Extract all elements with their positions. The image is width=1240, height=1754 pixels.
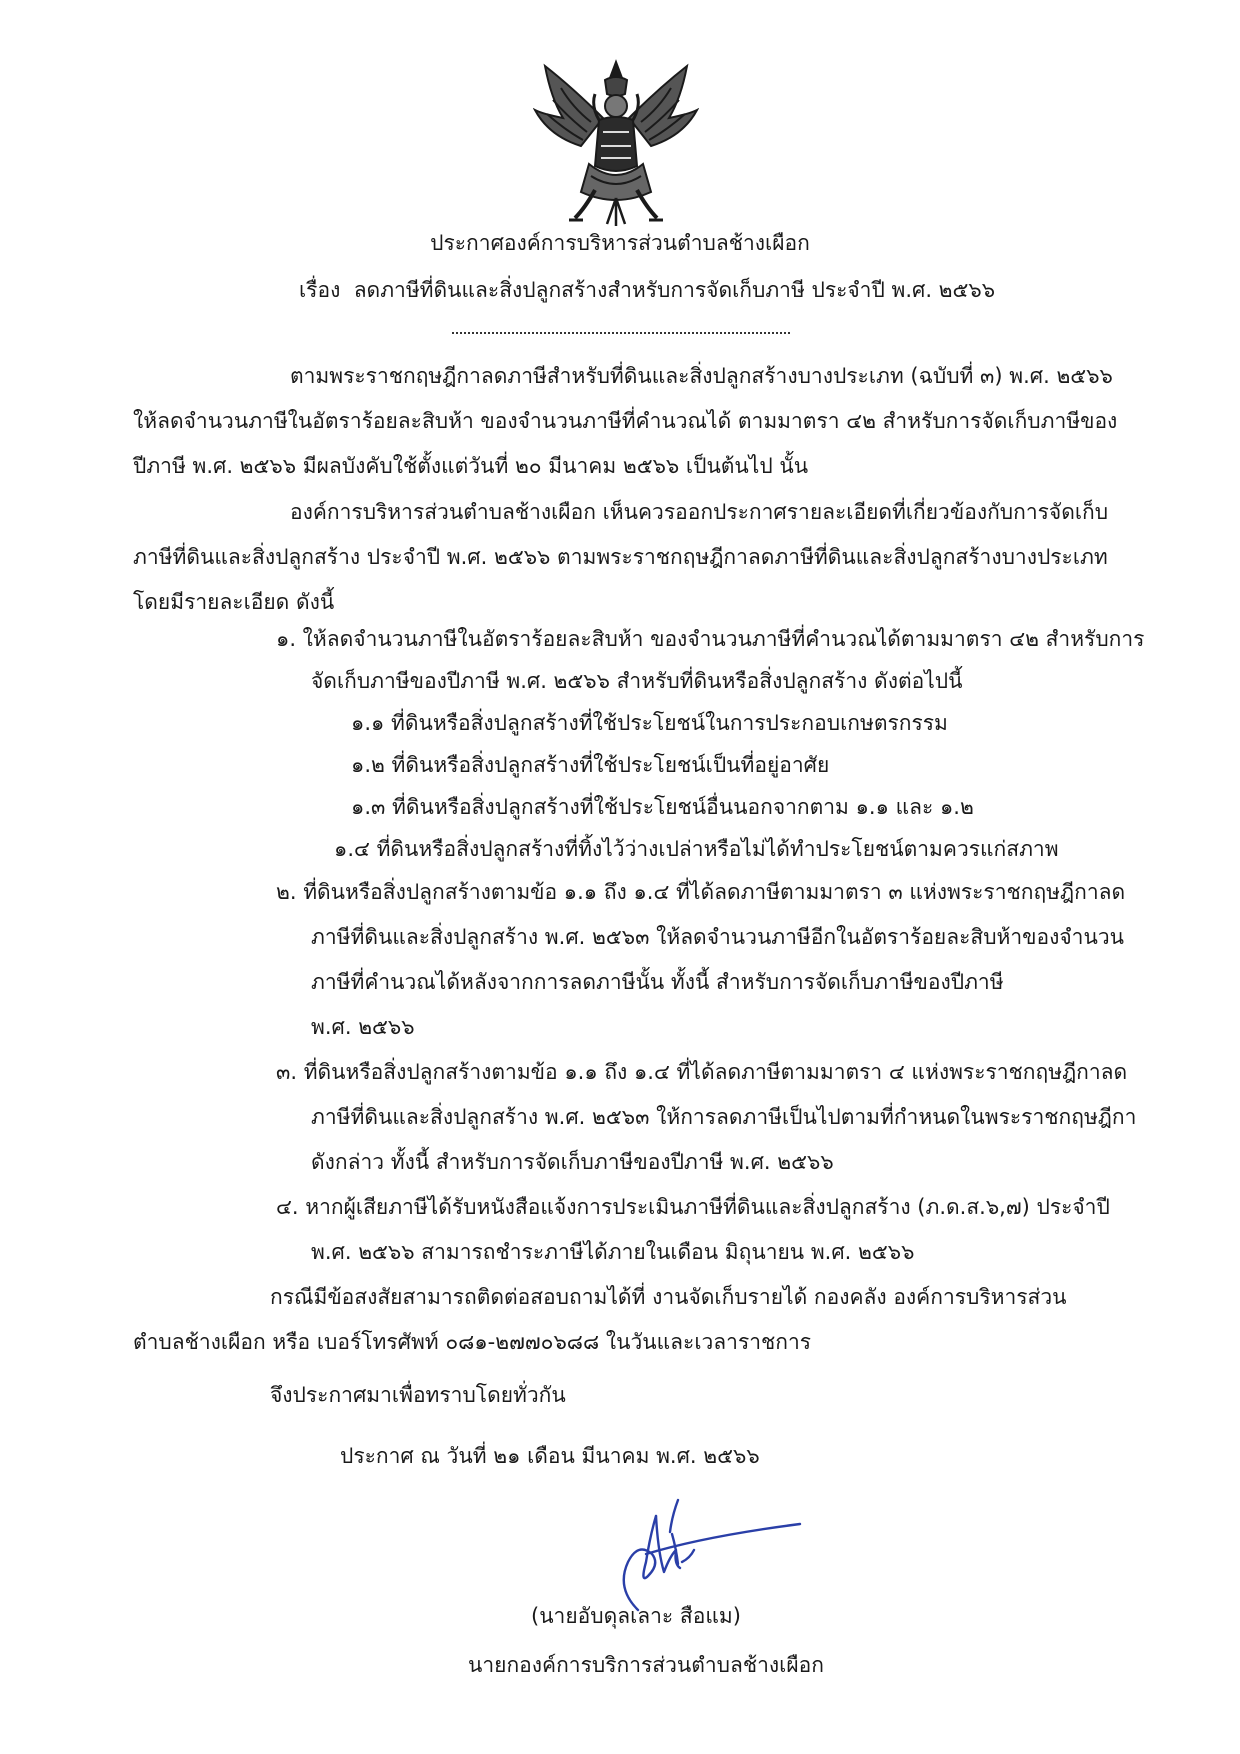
garuda-emblem-icon — [533, 58, 699, 226]
item2-line2: ภาษีที่ดินและสิ่งปลูกสร้าง พ.ศ. ๒๕๖๓ ให้ลดจำนวนภาษีอีกในอัตราร้อยละสิบห้าของจำนวน — [311, 925, 1124, 949]
item3-line2: ภาษีที่ดินและสิ่งปลูกสร้าง พ.ศ. ๒๕๖๓ ให้การลดภาษีเป็นไปตามที่กำหนดในพระราชกฤษฎีกา — [311, 1105, 1137, 1129]
item3-line3: ดังกล่าว ทั้งนี้ สำหรับการจัดเก็บภาษีของปีภาษี พ.ศ. ๒๕๖๖ — [311, 1150, 834, 1174]
contact-line2: ตำบลช้างเผือก หรือ เบอร์โทรศัพท์ ๐๘๑-๒๗๗๐๖๘๘ ในวันและเวลาราชการ — [133, 1330, 812, 1354]
item1-line1: ๑. ให้ลดจำนวนภาษีในอัตราร้อยละสิบห้า ของจำนวนภาษีที่คำนวณได้ตามมาตรา ๔๒ สำหรับการ — [276, 627, 1145, 651]
subject-text: ลดภาษีที่ดินและสิ่งปลูกสร้างสำหรับการจัดเก็บภาษี ประจำปี พ.ศ. ๒๕๖๖ — [353, 278, 996, 302]
title-divider — [452, 332, 790, 334]
sub-item-1-3: ๑.๓ ที่ดินหรือสิ่งปลูกสร้างที่ใช้ประโยชน์อื่นนอกจากตาม ๑.๑ และ ๑.๒ — [351, 795, 974, 819]
item4-line2: พ.ศ. ๒๕๖๖ สามารถชำระภาษีได้ภายในเดือน มิถุนายน พ.ศ. ๒๕๖๖ — [311, 1240, 915, 1264]
para2-line1: องค์การบริหารส่วนตำบลช้างเผือก เห็นควรออกประกาศรายละเอียดที่เกี่ยวข้องกับการจัดเก็บ — [290, 500, 1109, 524]
para1-line2: ให้ลดจำนวนภาษีในอัตราร้อยละสิบห้า ของจำนวนภาษีที่คำนวณได้ ตามมาตรา ๔๒ สำหรับการจัดเก็บภาษีของ — [133, 409, 1118, 433]
closing-text: จึงประกาศมาเพื่อทราบโดยทั่วกัน — [270, 1383, 566, 1407]
signer-title: นายกองค์การบริการส่วนตำบลช้างเผือก — [468, 1653, 824, 1677]
sub-item-1-1: ๑.๑ ที่ดินหรือสิ่งปลูกสร้างที่ใช้ประโยชน์ในการประกอบเกษตรกรรม — [351, 711, 948, 735]
sub-item-1-2: ๑.๒ ที่ดินหรือสิ่งปลูกสร้างที่ใช้ประโยชน์เป็นที่อยู่อาศัย — [351, 753, 830, 777]
para2-line2: ภาษีที่ดินและสิ่งปลูกสร้าง ประจำปี พ.ศ. ๒๕๖๖ ตามพระราชกฤษฎีกาลดภาษีที่ดินและสิ่งปลูกสร้างบางประเภท — [133, 545, 1108, 569]
para2-line3: โดยมีรายละเอียด ดังนี้ — [133, 590, 335, 614]
item2-line3: ภาษีที่คำนวณได้หลังจากการลดภาษีนั้น ทั้งนี้ สำหรับการจัดเก็บภาษีของปีภาษี — [311, 970, 1004, 994]
item4-line1: ๔. หากผู้เสียภาษีได้รับหนังสือแจ้งการประเมินภาษีที่ดินและสิ่งปลูกสร้าง (ภ.ด.ส.๖,๗) ประจำปี — [276, 1195, 1110, 1219]
item1-line2: จัดเก็บภาษีของปีภาษี พ.ศ. ๒๕๖๖ สำหรับที่ดินหรือสิ่งปลูกสร้าง ดังต่อไปนี้ — [311, 669, 963, 693]
para1-line3: ปีภาษี พ.ศ. ๒๕๖๖ มีผลบังคับใช้ตั้งแต่วันที่ ๒๐ มีนาคม ๒๕๖๖ เป็นต้นไป นั้น — [133, 454, 809, 478]
subject-line — [299, 275, 995, 305]
item3-line1: ๓. ที่ดินหรือสิ่งปลูกสร้างตามข้อ ๑.๑ ถึง ๑.๔ ที่ได้ลดภาษีตามมาตรา ๔ แห่งพระราชกฤษฎีกาลด — [276, 1060, 1128, 1084]
contact-line1: กรณีมีข้อสงสัยสามารถติดต่อสอบถามได้ที่ งานจัดเก็บรายได้ กองคลัง องค์การบริหารส่วน — [270, 1285, 1067, 1309]
announcement-title: ประกาศองค์การบริหารส่วนตำบลช้างเผือก — [430, 231, 810, 255]
announcement-date: ประกาศ ณ วันที่ ๒๑ เดือน มีนาคม พ.ศ. ๒๕๖๖ — [340, 1444, 760, 1468]
sub-item-1-4: ๑.๔ ที่ดินหรือสิ่งปลูกสร้างที่ทิ้งไว้ว่างเปล่าหรือไม่ได้ทำประโยชน์ตามควรแก่สภาพ — [334, 837, 1059, 861]
signature-icon — [586, 1492, 808, 1616]
item2-line1: ๒. ที่ดินหรือสิ่งปลูกสร้างตามข้อ ๑.๑ ถึง ๑.๔ ที่ได้ลดภาษีตามมาตรา ๓ แห่งพระราชกฤษฎีกาลด — [276, 880, 1126, 904]
para1-line1: ตามพระราชกฤษฎีกาลดภาษีสำหรับที่ดินและสิ่งปลูกสร้างบางประเภท (ฉบับที่ ๓) พ.ศ. ๒๕๖๖ — [290, 364, 1113, 388]
signer-name: (นายอับดุลเลาะ สือแม) — [531, 1604, 741, 1628]
subject-label: เรื่อง — [299, 278, 341, 302]
item2-line4: พ.ศ. ๒๕๖๖ — [311, 1015, 415, 1039]
